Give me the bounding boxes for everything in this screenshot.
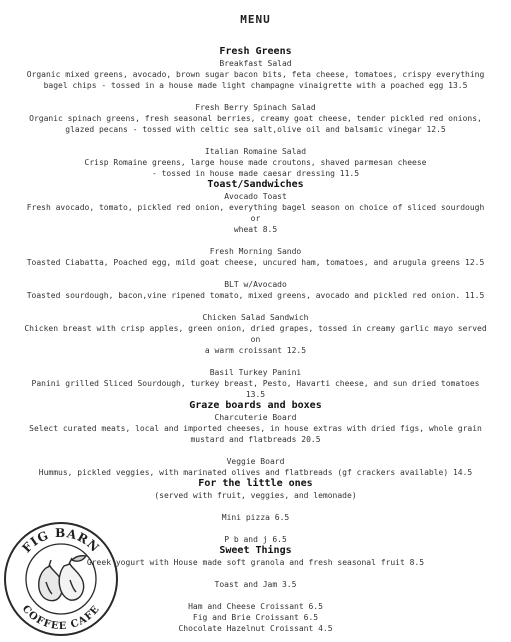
item-desc-avocado-toast-1: Fresh avocado, tomato, pickled red onion, everything bagel season on choice of sliced sourdough or: [26, 203, 485, 223]
item-name-italian-romaine: Italian Romaine Salad: [204, 147, 307, 156]
logo-bottom-text: COFFEE CAFE: [19, 603, 103, 633]
item-pbj: P b and j 6.5: [224, 535, 287, 544]
section-heading-graze: Graze boards and boxes: [189, 400, 322, 411]
item-desc-avocado-toast-2: wheat 8.5: [233, 225, 278, 234]
item-desc-italian-romaine-2: - tossed in house made caesar dressing 11.5: [151, 169, 360, 178]
section-heading-toast-sandwiches: Toast/Sandwiches: [207, 179, 304, 190]
item-desc-chicken-salad-2: a warm croissant 12.5: [204, 346, 307, 355]
item-name-basil-turkey: Basil Turkey Panini: [209, 368, 302, 377]
item-fig-croissant: Fig and Brie Croissant 6.5: [192, 613, 319, 622]
item-desc-breakfast-salad-2: bagel chips - tossed in a house made light champagne vinaigrette with a poached egg 13.5: [43, 81, 468, 90]
item-mini-pizza: Mini pizza 6.5: [221, 513, 290, 522]
item-name-avocado-toast: Avocado Toast: [224, 192, 287, 201]
item-ham-croissant: Ham and Cheese Croissant 6.5: [188, 602, 323, 611]
item-desc-italian-romaine-1: Crisp Romaine greens, large house made croutons, shaved parmesan cheese: [84, 158, 427, 167]
item-desc-breakfast-salad-1: Organic mixed greens, avocado, brown sugar bacon bits, feta cheese, tomatoes, crispy everything: [26, 70, 485, 79]
item-desc-chicken-salad-1: Chicken breast with crisp apples, green onion, dried grapes, tossed in creamy garlic mayo served on: [24, 324, 487, 344]
item-desc-basil-turkey: Panini grilled Sliced Sourdough, turkey breast, Pesto, Havarti cheese, and sun dried tomatoes 13.5: [31, 379, 480, 399]
menu-title: MENU: [240, 13, 271, 26]
item-name-blt: BLT w/Avocado: [224, 280, 287, 289]
section-heading-fresh-greens: Fresh Greens: [219, 46, 292, 57]
item-desc-blt: Toasted sourdough, bacon,vine ripened tomato, mixed greens, avocado and pickled red onion. 11.5: [26, 291, 485, 300]
section-heading-little-ones: For the little ones: [198, 478, 313, 489]
item-desc-veggie-board: Hummus, pickled veggies, with marinated olives and flatbreads (gf crackers available) 14.5: [38, 468, 473, 477]
item-desc-berry-spinach-1: Organic spinach greens, fresh seasonal berries, creamy goat cheese, tender pickled red onions,: [29, 114, 482, 123]
item-desc-charcuterie-2: mustard and flatbreads 20.5: [190, 435, 321, 444]
item-desc-charcuterie-1: Select curated meats, local and imported cheeses, in house extras with dried figs, whole grain: [29, 424, 482, 433]
item-name-veggie-board: Veggie Board: [226, 457, 285, 466]
item-name-chicken-salad: Chicken Salad Sandwich: [202, 313, 309, 322]
item-desc-morning-sando: Toasted Ciabatta, Poached egg, mild goat cheese, uncured ham, tomatoes, and arugula greens 12.5: [26, 258, 485, 267]
logo-top-text: FIG BARN: [19, 525, 103, 556]
item-name-morning-sando: Fresh Morning Sando: [209, 247, 302, 256]
item-desc-berry-spinach-2: glazed pecans - tossed with celtic sea salt,olive oil and balsamic vinegar 12.5: [65, 125, 446, 134]
fig-barn-logo-icon: [2, 520, 120, 638]
section-heading-sweet-things: Sweet Things: [219, 545, 292, 556]
item-name-breakfast-salad: Breakfast Salad: [219, 59, 292, 68]
fig-barn-logo: [2, 520, 120, 638]
item-chocolate-croissant: Chocolate Hazelnut Croissant 4.5: [178, 624, 333, 633]
item-toast-jam: Toast and Jam 3.5: [214, 580, 297, 589]
item-greek-yogurt: Greek yogurt with House made soft granola and fresh seasonal fruit 8.5: [86, 558, 425, 567]
item-name-charcuterie: Charcuterie Board: [214, 413, 297, 422]
little-ones-note: (served with fruit, veggies, and lemonade): [154, 491, 357, 500]
item-name-berry-spinach: Fresh Berry Spinach Salad: [195, 103, 316, 112]
fig-illustration: [39, 556, 86, 601]
